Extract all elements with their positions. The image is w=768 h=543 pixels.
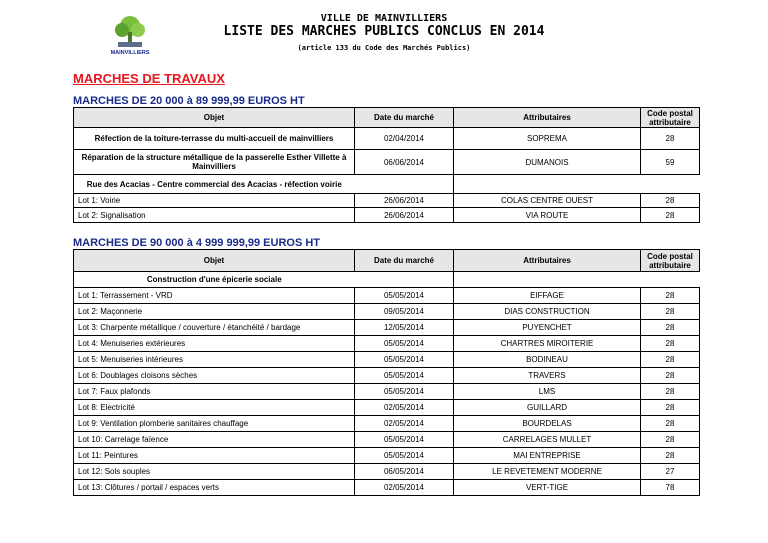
table-row: Lot 10: Carrelage faïence 05/05/2014 CARRELAGES MULLET 28	[74, 432, 700, 448]
band2-title: MARCHES DE 90 000 à 4 999 999,99 EUROS HT	[73, 237, 321, 249]
band2-lots	[74, 288, 700, 496]
band1-table	[73, 107, 700, 223]
col-objet: Objet	[74, 108, 355, 128]
col-cp: Code postal attributaire	[641, 108, 700, 128]
col-date: Date du marché	[355, 108, 454, 128]
section-title: MARCHES DE TRAVAUX	[73, 71, 225, 86]
group-row: Rue des Acacias - Centre commercial des Acacias - réfection voirie	[74, 175, 700, 194]
table-row: Lot 2: Maçonnerie 09/05/2014 DIAS CONSTRUCTION 28	[74, 304, 700, 320]
table-row: Lot 7: Faux plafonds 05/05/2014 LMS 28	[74, 384, 700, 400]
col-date: Date du marché	[355, 250, 454, 272]
band1-title: MARCHES DE 20 000 à 89 999,99 EUROS HT	[73, 95, 305, 107]
table-row: Lot 1: Voirie 26/06/2014 COLAS CENTRE OUEST 28	[74, 194, 700, 208]
table-row: Lot 11: Peintures 05/05/2014 MAI ENTREPRISE 28	[74, 448, 700, 464]
logo-text: MAINVILLIERS	[110, 50, 150, 56]
col-attributaires: Attributaires	[454, 108, 641, 128]
band2-table	[73, 249, 700, 496]
page-subtitle: (article 133 du Code des Marchés Publics)	[297, 44, 471, 52]
table-row: Lot 8: Electricité 02/05/2014 GUILLARD 28	[74, 400, 700, 416]
col-objet: Objet	[74, 250, 355, 272]
table-row: Lot 5: Menuiseries intérieures 05/05/2014 BODINEAU 28	[74, 352, 700, 368]
table-row: Réparation de la structure métallique de la passerelle Esther Villette à Mainvilliers 06/06/2014 DUMANOIS 59	[74, 150, 700, 175]
table-row: Lot 12: Sols souples 06/05/2014 LE REVETEMENT MODERNE 27	[74, 464, 700, 480]
col-attributaires: Attributaires	[454, 250, 641, 272]
table-row: Lot 1: Terrassement - VRD 05/05/2014 EIFFAGE 28	[74, 288, 700, 304]
table-row: Lot 4: Menuiseries extérieures 05/05/2014 CHARTRES MIROITERIE 28	[74, 336, 700, 352]
table-row: Lot 13: Clôtures / portail / espaces verts 02/05/2014 VERT-TIGE 78	[74, 480, 700, 496]
page-title: LISTE DES MARCHES PUBLICS CONCLUS EN 2014	[223, 24, 545, 39]
col-cp: Code postal attributaire	[641, 250, 700, 272]
table-row: Réfection de la toiture-terrasse du multi-accueil de mainvilliers 02/04/2014 SOPREMA 28	[74, 128, 700, 150]
table-row: Lot 2: Signalisation 26/06/2014 VIA ROUTE 28	[74, 208, 700, 223]
city-name: VILLE DE MAINVILLIERS	[320, 13, 448, 24]
table-row: Lot 9: Ventilation plomberie sanitaires chauffage 02/05/2014 BOURDELAS 28	[74, 416, 700, 432]
group-row: Construction d'une épicerie sociale	[74, 272, 700, 288]
table-row: Lot 6: Doublages cloisons sèches 05/05/2014 TRAVERS 28	[74, 368, 700, 384]
table-row: Lot 3: Charpente métallique / couverture / étanchéité / bardage 12/05/2014 PUYENCHET 28	[74, 320, 700, 336]
